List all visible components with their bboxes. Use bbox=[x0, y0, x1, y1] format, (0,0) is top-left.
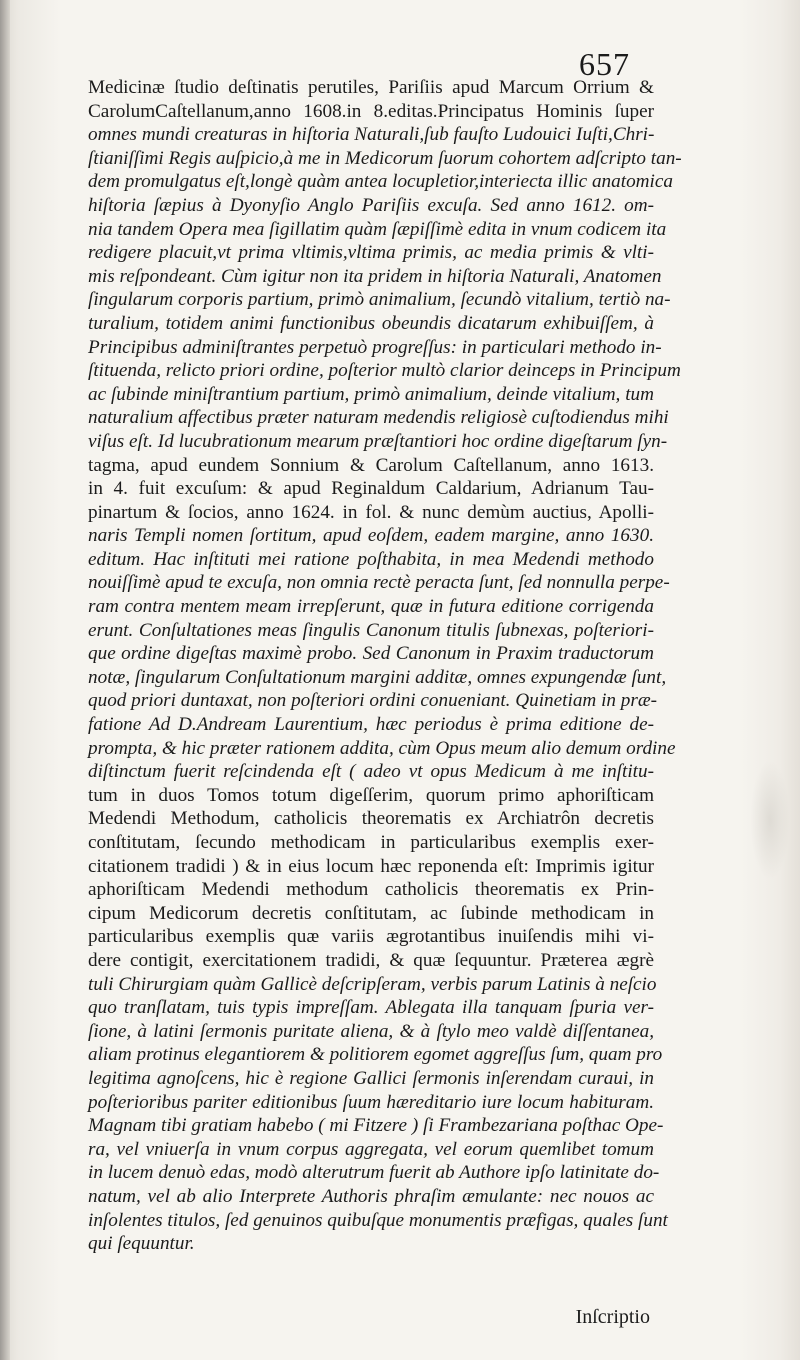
text-line: ſingularum corporis partium, primò animalium, ſecundò vitalium, tertiò na- bbox=[88, 289, 671, 311]
text-line: Medendi Methodum, catholicis theorematis ex Archiatrôn decretis bbox=[88, 808, 654, 830]
text-line: tuli Chirurgiam quàm Gallicè deſcripſeram, verbis parum Latinis à neſcio bbox=[88, 973, 657, 995]
text-line: qui ſequuntur. bbox=[88, 1233, 195, 1255]
text-line: nouiſſimè apud te excuſa, non omnia rectè peracta ſunt, ſed nonnulla perpe- bbox=[88, 572, 670, 594]
text-line: conſtitutam, ſecundo methodicam in particularibus exemplis exer- bbox=[88, 832, 654, 853]
text-line: quo tranſlatam, tuis typis impreſſam. Ablegata illa tanquam ſpuria ver- bbox=[88, 997, 654, 1019]
text-line: natum, vel ab alio Interprete Authoris phraſim æmulante: nec nouos ac bbox=[88, 1185, 654, 1207]
text-line: diſtinctum fuerit reſcindenda eſt ( adeo vt opus Medicum à me inſtitu- bbox=[88, 761, 654, 783]
text-line: aliam protinus elegantiorem & politiorem egomet aggreſſus ſum, quam pro bbox=[88, 1044, 663, 1066]
text-line: legitima agnoſcens, hic è regione Gallici ſermonis inſerendam curaui, in bbox=[88, 1067, 654, 1089]
text-line: citationem tradidi ) & in eius locum hæc reponenda eſt: Imprimis igitur bbox=[88, 855, 654, 877]
text-line: quod priori duntaxat, non poſteriori ordini conueniant. Quinetiam in præ- bbox=[88, 690, 658, 712]
text-line: mis reſpondeant. Cùm igitur non ita pridem in hiſtoria Naturali, Anatomen bbox=[88, 265, 662, 287]
text-line: tagma, apud eundem Sonnium & Carolum Caſtellanum, anno 1613. bbox=[88, 454, 654, 476]
text-line: ac ſubinde miniſtrantium partium, primò animalium, deinde vitalium, tum bbox=[88, 383, 654, 405]
text-line: poſterioribus pariter editionibus ſuum hæreditario iure locum habituram. bbox=[88, 1091, 654, 1113]
text-line: omnes mundi creaturas in hiſtoria Naturali,ſub fauſto Ludouici Iuſti,Chri- bbox=[88, 124, 655, 146]
text-line: particularibus exemplis quæ variis ægrotantibus inuiſendis mihi vi- bbox=[88, 926, 654, 948]
text-line: cipum Medicorum decretis conſtitutam, ac ſubinde methodicam in bbox=[88, 902, 654, 924]
page-spine-shadow bbox=[0, 0, 10, 1360]
text-line: erunt. Conſultationes meas ſingulis Canonum titulis ſubnexas, poſteriori- bbox=[88, 619, 654, 641]
text-line: ram contra mentem meam irrepſerunt, quæ in futura editione corrigenda bbox=[88, 596, 654, 618]
text-line: redigere placuit,vt prima vltimis,vltima primis, ac media primis & vlti- bbox=[88, 242, 654, 264]
text-line: prompta, & hic præter rationem addita, cùm Opus meum alio demum ordine bbox=[88, 737, 676, 759]
text-line: hiſtoria ſæpius à Dyonyſio Anglo Pariſiis excuſa. Sed anno 1612. om- bbox=[88, 194, 654, 216]
text-line: tum in duos Tomos totum digeſſerim, quorum primo aphoriſticam bbox=[88, 784, 654, 806]
text-line: Magnam tibi gratiam habebo ( mi Fitzere ) ſi Frambezariana poſthac Ope- bbox=[88, 1115, 664, 1137]
text-line: CarolumCaſtellanum,anno 1608.in 8.editas.Principatus Hominis ſuper bbox=[88, 100, 654, 122]
text-line: naturalium affectibus præter naturam medendis religiosè cuſtodiendus mihi bbox=[88, 407, 669, 429]
body-text bbox=[88, 76, 682, 1256]
text-line: notæ, ſingularum Conſultationum margini additæ, omnes expungendæ ſunt, bbox=[88, 666, 667, 688]
text-line: in 4. fuit excuſum: & apud Reginaldum Caldarium, Adrianum Tau- bbox=[88, 478, 654, 500]
text-line: fatione Ad D.Andream Laurentium, hæc periodus è prima editione de- bbox=[88, 714, 654, 736]
text-line: editum. Hac inſtituti mei ratione poſthabita, in mea Medendi methodo bbox=[88, 548, 654, 570]
page-number: 657 bbox=[579, 46, 630, 82]
text-line: ſtianiſſimi Regis auſpicio,à me in Medicorum ſuorum cohortem adſcripto tan- bbox=[88, 147, 682, 169]
text-line: ra, vel vniuerſa in vnum corpus aggregata, vel eorum quemlibet tomum bbox=[88, 1138, 654, 1160]
text-line: naris Templi nomen ſortitum, apud eoſdem, eadem margine, anno 1630. bbox=[88, 525, 654, 547]
text-line: dere contigit, exercitationem tradidi, & quæ ſequuntur. Præterea ægrè bbox=[88, 949, 654, 971]
text-line: Principibus adminiſtrantes perpetuò progreſſus: in particulari methodo in- bbox=[88, 336, 662, 358]
text-line: que ordine digeſtas maximè probo. Sed Canonum in Praxim traductorum bbox=[88, 643, 654, 665]
text-line: turalium, totidem animi functionibus obeundis dicatarum exhibuiſſem, à bbox=[88, 312, 654, 334]
catchword: Inſcriptio bbox=[575, 1306, 650, 1328]
text-line: dem promulgatus eſt,longè quàm antea locupletior,interiecta illic anatomica bbox=[88, 171, 673, 193]
text-line: ſtituenda, relicto priori ordine, poſterior multò clarior deinceps in Principum bbox=[88, 360, 681, 382]
text-line: pinartum & ſocios, anno 1624. in fol. & nunc demùm auctius, Apolli- bbox=[88, 501, 654, 523]
text-line: Medicinæ ſtudio deſtinatis perutiles, Pariſiis apud Marcum Orrium & bbox=[88, 77, 654, 98]
text-line: aphoriſticam Medendi methodum catholicis theorematis ex Prin- bbox=[88, 879, 654, 901]
text-line: ſione, à latini ſermonis puritate aliena, & à ſtylo meo valdè diſſentanea, bbox=[88, 1020, 654, 1042]
text-line: in lucem denuò edas, modò alterutrum fuerit ab Authore ipſo latinitate do- bbox=[88, 1162, 660, 1184]
text-line: nia tandem Opera mea ſigillatim quàm ſæpiſſimè edita in vnum codicem ita bbox=[88, 218, 667, 240]
text-line: viſus eſt. Id lucubrationum mearum præſtantiori hoc ordine digeſtarum ſyn- bbox=[88, 430, 668, 452]
text-line: inſolentes titulos, ſed genuinos quibuſque monumentis præfigas, quales ſunt bbox=[88, 1209, 668, 1231]
paper-stain bbox=[750, 760, 790, 880]
